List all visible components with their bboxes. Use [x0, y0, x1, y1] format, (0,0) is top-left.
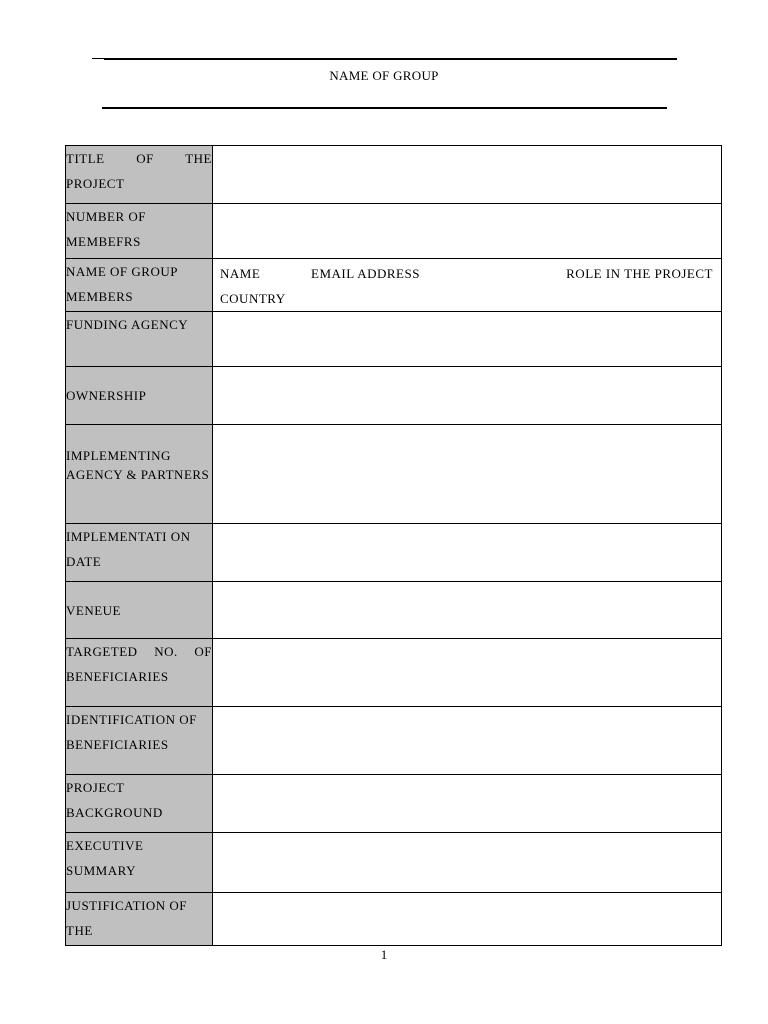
row-label-funding-agency: FUNDING AGENCY	[66, 312, 213, 367]
implementing-agency-value-cell[interactable]	[213, 425, 722, 524]
table-row	[66, 639, 722, 707]
ownership-value-cell[interactable]	[213, 367, 722, 425]
row-label-title: TITLE OF THE PROJECT	[66, 146, 213, 204]
project-form-table	[65, 145, 722, 946]
header-top-rule	[104, 58, 677, 60]
title-value-cell[interactable]	[213, 146, 722, 204]
table-row	[66, 893, 722, 946]
row-label-project-background: PROJECT BACKGROUND	[66, 775, 213, 833]
row-label-executive-summary: EXECUTIVE SUMMARY	[66, 833, 213, 893]
header-rule-stub	[92, 58, 104, 59]
table-row	[66, 425, 722, 524]
column-email: EMAIL ADDRESS	[311, 266, 420, 281]
page-number: 1	[380, 947, 388, 962]
project-background-value-cell[interactable]	[213, 775, 722, 833]
row-label-targeted-beneficiaries: TARGETED NO. OF BENEFICIARIES	[66, 639, 213, 707]
table-row	[66, 259, 722, 312]
number-of-members-value-cell[interactable]	[213, 204, 722, 259]
group-members-value-cell[interactable]	[213, 259, 722, 312]
executive-summary-value-cell[interactable]	[213, 833, 722, 893]
row-label-justification: JUSTIFICATION OF THE	[66, 893, 213, 946]
table-row	[66, 204, 722, 259]
column-country: COUNTRY	[220, 291, 286, 306]
table-row	[66, 775, 722, 833]
table-row	[66, 524, 722, 582]
table-row	[66, 367, 722, 425]
column-role: ROLE IN THE PROJECT	[566, 266, 713, 281]
row-label-ownership: OWNERSHIP	[66, 367, 213, 425]
table-row	[66, 833, 722, 893]
row-label-implementing-agency: IMPLEMENTING AGENCY & PARTNERS	[66, 425, 213, 524]
venue-value-cell[interactable]	[213, 582, 722, 639]
row-label-venue: VENEUE	[66, 582, 213, 639]
targeted-beneficiaries-value-cell[interactable]	[213, 639, 722, 707]
header-bottom-rule	[102, 107, 667, 109]
row-label-group-members: NAME OF GROUP MEMBERS	[66, 259, 213, 312]
row-label-number-of-members: NUMBER OF MEMBEFRS	[66, 204, 213, 259]
column-name: NAME	[220, 266, 261, 281]
funding-agency-value-cell[interactable]	[213, 312, 722, 367]
row-label-implementation-date: IMPLEMENTATI ON DATE	[66, 524, 213, 582]
table-row	[66, 312, 722, 367]
identification-beneficiaries-value-cell[interactable]	[213, 707, 722, 775]
table-row	[66, 582, 722, 639]
table-row	[66, 707, 722, 775]
justification-value-cell[interactable]	[213, 893, 722, 946]
page-title: NAME OF GROUP	[329, 68, 439, 83]
row-label-identification-beneficiaries: IDENTIFICATION OF BENEFICIARIES	[66, 707, 213, 775]
implementation-date-value-cell[interactable]	[213, 524, 722, 582]
table-row	[66, 146, 722, 204]
